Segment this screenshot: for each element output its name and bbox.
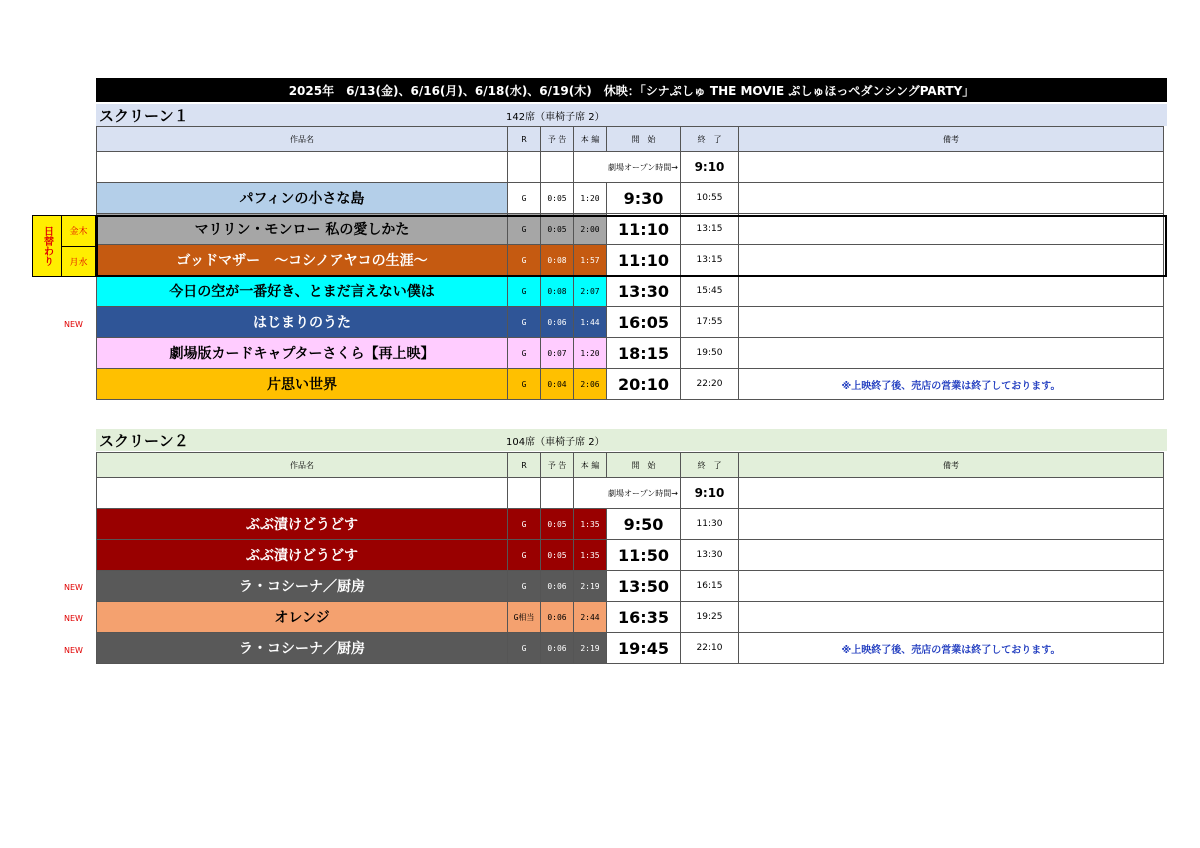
rating: G: [508, 509, 541, 540]
column-header-row: [97, 127, 1164, 152]
movie-title: 片思い世界: [97, 369, 508, 400]
end-time: 13:15: [681, 214, 739, 245]
feature-duration: 1:35: [574, 509, 607, 540]
showtime-row: [97, 183, 1164, 214]
trailer-duration: 0:06: [541, 633, 574, 664]
showtime-row: [97, 633, 1164, 664]
screen1-band: [96, 104, 1167, 126]
header-rating: R: [508, 127, 541, 152]
end-time: 19:25: [681, 602, 739, 633]
day-rotation-marker: [32, 215, 96, 277]
start-time: 9:50: [607, 509, 681, 540]
screen2-seats: 104席（車椅子席 2）: [506, 436, 605, 448]
showtime-row: [97, 276, 1164, 307]
start-time: 11:50: [607, 540, 681, 571]
movie-title: 今日の空が一番好き、とまだ言えない僕は: [97, 276, 508, 307]
showtime-row: [97, 214, 1164, 245]
remarks: [739, 245, 1164, 276]
trailer-duration: 0:05: [541, 540, 574, 571]
trailer-duration: 0:06: [541, 307, 574, 338]
end-time: 22:20: [681, 369, 739, 400]
showtime-row: [97, 245, 1164, 276]
movie-title: マリリン・モンロー 私の愛しかた: [97, 214, 508, 245]
trailer-duration: 0:05: [541, 214, 574, 245]
feature-duration: 2:19: [574, 571, 607, 602]
start-time: 13:50: [607, 571, 681, 602]
showtime-row: [97, 307, 1164, 338]
header-feature: 本 編: [574, 127, 607, 152]
trailer-duration: 0:06: [541, 571, 574, 602]
movie-title: オレンジ: [97, 602, 508, 633]
header-feature: 本 編: [574, 453, 607, 478]
feature-duration: 1:35: [574, 540, 607, 571]
start-time: 11:10: [607, 245, 681, 276]
feature-duration: 2:19: [574, 633, 607, 664]
trailer-duration: 0:04: [541, 369, 574, 400]
header-end: 終 了: [681, 127, 739, 152]
remarks: ※上映終了後、売店の営業は終了しております。: [739, 633, 1164, 664]
screen2-band: [96, 429, 1167, 451]
movie-title: ぶぶ漬けどうどす: [97, 509, 508, 540]
start-time: 18:15: [607, 338, 681, 369]
open-time-label: 劇場オープン時間→: [574, 478, 681, 509]
open-row-note: [739, 152, 1164, 183]
day-rotation-label: 日替わり: [33, 216, 62, 276]
header-start: 開 始: [607, 453, 681, 478]
remarks: [739, 571, 1164, 602]
header-start: 開 始: [607, 127, 681, 152]
new-badge: NEW: [64, 614, 83, 623]
end-time: 11:30: [681, 509, 739, 540]
rating: G: [508, 307, 541, 338]
showtime-row: [97, 602, 1164, 633]
schedule-title: 2025年 6/13(金)、6/16(月)、6/18(水)、6/19(木) 休映：「シナぷしゅ THE MOVIE ぷしゅほっぺダンシングPARTY」: [96, 78, 1167, 102]
remarks: [739, 540, 1164, 571]
trailer-duration: 0:06: [541, 602, 574, 633]
rating: G: [508, 571, 541, 602]
screen2-schedule-table: [96, 452, 1164, 664]
screen2-name: スクリーン２: [99, 431, 189, 450]
open-row-blank: [541, 478, 574, 509]
start-time: 13:30: [607, 276, 681, 307]
header-title: 作品名: [97, 127, 508, 152]
end-time: 15:45: [681, 276, 739, 307]
end-time: 17:55: [681, 307, 739, 338]
remarks: [739, 276, 1164, 307]
end-time: 16:15: [681, 571, 739, 602]
feature-duration: 1:44: [574, 307, 607, 338]
rating: G: [508, 214, 541, 245]
remarks: [739, 183, 1164, 214]
movie-title: ぶぶ漬けどうどす: [97, 540, 508, 571]
showtime-row: [97, 509, 1164, 540]
day-rotation-mon-wed: 月水: [62, 246, 95, 277]
showtime-row: [97, 571, 1164, 602]
start-time: 19:45: [607, 633, 681, 664]
rating: G: [508, 369, 541, 400]
rating: G: [508, 183, 541, 214]
remarks: [739, 214, 1164, 245]
feature-duration: 2:06: [574, 369, 607, 400]
movie-title: パフィンの小さな島: [97, 183, 508, 214]
end-time: 19:50: [681, 338, 739, 369]
trailer-duration: 0:05: [541, 183, 574, 214]
rating: G: [508, 276, 541, 307]
start-time: 9:30: [607, 183, 681, 214]
movie-title: はじまりのうた: [97, 307, 508, 338]
trailer-duration: 0:08: [541, 276, 574, 307]
column-header-row: [97, 453, 1164, 478]
feature-duration: 1:20: [574, 338, 607, 369]
open-time-row: [97, 478, 1164, 509]
showtime-row: [97, 338, 1164, 369]
end-time: 22:10: [681, 633, 739, 664]
trailer-duration: 0:05: [541, 509, 574, 540]
new-badge: NEW: [64, 583, 83, 592]
feature-duration: 1:20: [574, 183, 607, 214]
new-badge: NEW: [64, 320, 83, 329]
start-time: 11:10: [607, 214, 681, 245]
open-row-blank: [508, 478, 541, 509]
open-time-label: 劇場オープン時間→: [574, 152, 681, 183]
header-end: 終 了: [681, 453, 739, 478]
feature-duration: 1:57: [574, 245, 607, 276]
screen1-schedule-table: [96, 126, 1164, 400]
feature-duration: 2:44: [574, 602, 607, 633]
start-time: 16:35: [607, 602, 681, 633]
movie-title: ゴッドマザー ～コシノアヤコの生涯～: [97, 245, 508, 276]
open-time: 9:10: [681, 152, 739, 183]
feature-duration: 2:07: [574, 276, 607, 307]
end-time: 10:55: [681, 183, 739, 214]
header-note: 備考: [739, 453, 1164, 478]
start-time: 16:05: [607, 307, 681, 338]
open-time: 9:10: [681, 478, 739, 509]
header-title: 作品名: [97, 453, 508, 478]
rating: G: [508, 338, 541, 369]
open-row-note: [739, 478, 1164, 509]
screen1-name: スクリーン１: [99, 106, 189, 125]
header-trailer: 予 告: [541, 453, 574, 478]
showtime-row: [97, 369, 1164, 400]
feature-duration: 2:00: [574, 214, 607, 245]
header-note: 備考: [739, 127, 1164, 152]
open-row-blank: [97, 478, 508, 509]
header-trailer: 予 告: [541, 127, 574, 152]
remarks: [739, 602, 1164, 633]
end-time: 13:30: [681, 540, 739, 571]
rating: G: [508, 540, 541, 571]
open-row-blank: [97, 152, 508, 183]
start-time: 20:10: [607, 369, 681, 400]
remarks: [739, 307, 1164, 338]
screen1-seats: 142席（車椅子席 2）: [506, 111, 605, 123]
new-badge: NEW: [64, 646, 83, 655]
day-rotation-fri-thu: 金木: [62, 216, 95, 246]
open-time-row: [97, 152, 1164, 183]
remarks: [739, 338, 1164, 369]
rating: G: [508, 245, 541, 276]
movie-title: ラ・コシーナ／厨房: [97, 571, 508, 602]
header-rating: R: [508, 453, 541, 478]
open-row-blank: [541, 152, 574, 183]
remarks: ※上映終了後、売店の営業は終了しております。: [739, 369, 1164, 400]
movie-title: 劇場版カードキャプターさくら【再上映】: [97, 338, 508, 369]
end-time: 13:15: [681, 245, 739, 276]
remarks: [739, 509, 1164, 540]
movie-title: ラ・コシーナ／厨房: [97, 633, 508, 664]
trailer-duration: 0:08: [541, 245, 574, 276]
rating: G: [508, 633, 541, 664]
showtime-row: [97, 540, 1164, 571]
rating: G相当: [508, 602, 541, 633]
trailer-duration: 0:07: [541, 338, 574, 369]
open-row-blank: [508, 152, 541, 183]
